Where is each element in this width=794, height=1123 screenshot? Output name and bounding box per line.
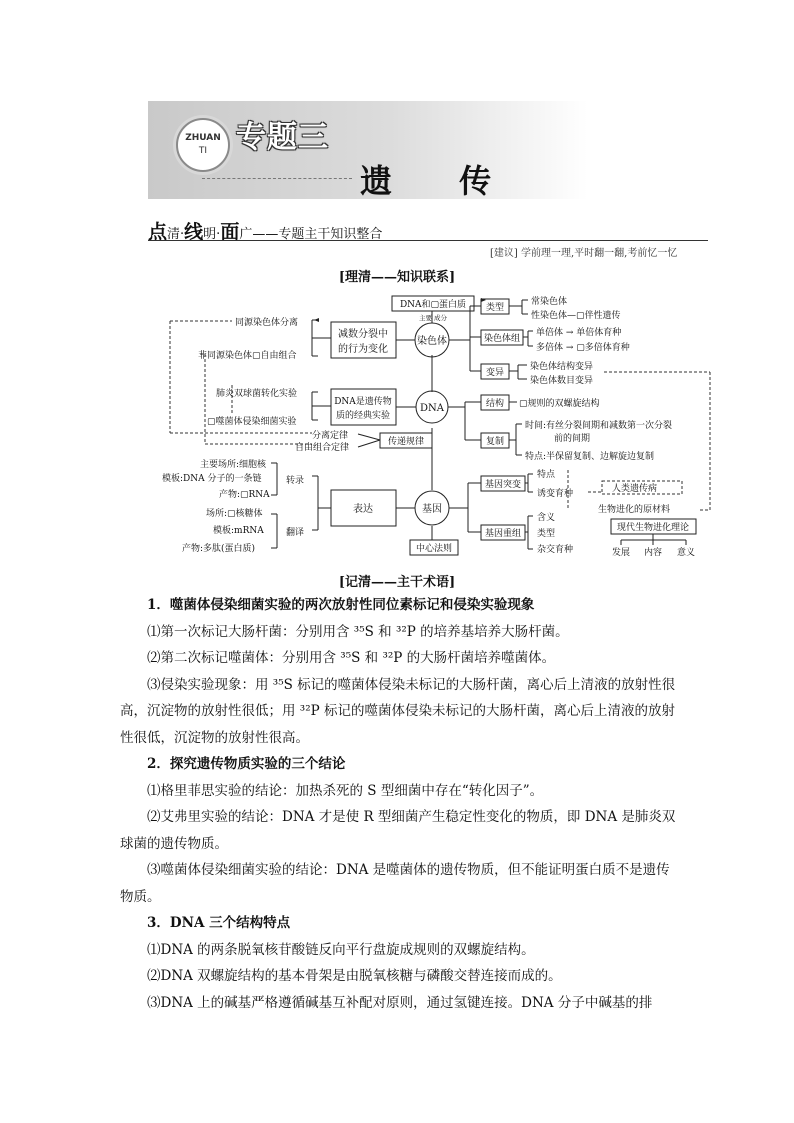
evo-develop: 发展 xyxy=(611,548,631,558)
study-tip: [建议] 学前理一理,平时翻一翻,考前忆一忆 xyxy=(490,248,678,259)
seg-law: 分离定律 xyxy=(312,431,349,441)
raw-material: 生物进化的原材料 xyxy=(598,505,671,515)
num-var: 染色体数目变异 xyxy=(530,376,594,386)
expression-box: 表达 xyxy=(353,504,373,515)
structure-box: 结构 xyxy=(485,399,505,409)
recomb-types: 类型 xyxy=(537,529,556,539)
phage: ▢噬菌体侵染细菌实验 xyxy=(207,417,297,427)
terms-body xyxy=(120,592,680,1016)
gene-node: 基因 xyxy=(422,504,442,515)
topic-number: 专题三 xyxy=(236,120,329,155)
mut-feature: 特点 xyxy=(537,470,556,480)
central-dogma: 中心法则 xyxy=(415,544,453,554)
dna-node: DNA xyxy=(420,403,444,414)
double-helix: ▢规则的双螺旋结构 xyxy=(519,399,600,409)
paragraph: ⑵DNA 双螺旋结构的基本骨架是由脱氧核糖与磷酸交替连接而成的。 xyxy=(147,968,562,984)
transmission-box: 传递规律 xyxy=(387,437,425,447)
polyploid: 多倍体 → ▢多倍体育种 xyxy=(536,343,630,353)
paragraph: ⑴格里菲思实验的结论：加热杀死的 S 型细菌中存在“转化因子”。 xyxy=(147,782,544,799)
mutation-box: 基因突变 xyxy=(484,480,522,490)
slogan-char: 面 xyxy=(220,221,240,243)
slogan-rest: ——专题主干知识整合 xyxy=(252,227,383,242)
paragraph: ⑴第一次标记大肠杆菌：分别用含 ³⁵S 和 ³²P 的培养基培养大肠杆菌。 xyxy=(147,623,569,640)
free-law: 自由组合定律 xyxy=(295,443,350,453)
paragraph: ⑵艾弗里实验的结论：DNA 才是使 R 型细菌产生稳定性变化的物质，即 DNA 是肺炎双球菌的遗传物质。 xyxy=(120,809,676,852)
paragraph: ⑵第二次标记噬菌体：分别用含 ³⁵S 和 ³²P 的大肠杆菌培养噬菌体。 xyxy=(147,650,556,666)
slogan-char: 线 xyxy=(184,221,204,243)
rep-time1: 时间:有丝分裂间期和减数第一次分裂 xyxy=(525,421,673,431)
paragraph: ⑶噬菌体侵染细菌实验的结论：DNA 是噬菌体的遗传物质，但不能证明蛋白质不是遗传物质。 xyxy=(120,862,670,905)
meiosis-line1: 减数分裂中 xyxy=(338,329,388,340)
human-disease: 人类遗传病 xyxy=(612,484,658,494)
cross-breed: 杂交育种 xyxy=(537,545,574,555)
evo-significance: 意义 xyxy=(676,548,696,558)
variation-box: 变异 xyxy=(485,368,505,378)
pneumo: 肺炎双球菌转化实验 xyxy=(216,389,298,399)
mut-breed: 诱变育种 xyxy=(537,489,574,499)
recomb-meaning: 含义 xyxy=(537,513,556,523)
paragraph: ⑶侵染实验现象：用 ³⁵S 标记的噬菌体侵染未标记的大肠杆菌，离心后上清液的放射性很高，沉淀物的放射性很低；用 ³²P 标记的噬菌体侵染未标记的大肠杆菌，离心后上清液的放射性很低，沉淀物的放射性很高。 xyxy=(120,676,676,746)
translation: 翻译 xyxy=(286,528,305,538)
evo-theory: 现代生物进化理论 xyxy=(616,523,690,533)
dna-protein: DNA和▢蛋白质 xyxy=(399,300,467,310)
tl-template: 模板:mRNA xyxy=(213,526,264,536)
tl-site: 场所:▢核糖体 xyxy=(206,509,263,519)
topic-title: 遗 传 xyxy=(360,162,520,200)
monoploid: 单倍体 → 单倍体育种 xyxy=(536,328,622,338)
terms-section-title: [记清——主干术语] xyxy=(338,575,456,590)
diagram-section-title: [理清——知识联系] xyxy=(338,270,456,285)
homolog-sep: 同源染色体分离 xyxy=(235,318,299,328)
tl-product: 产物:多肽(蛋白质) xyxy=(182,544,256,554)
tc-product: 产物:▢RNA xyxy=(219,490,270,500)
paragraph: 1．噬菌体侵染细菌实验的两次放射性同位素标记和侵染实验现象 xyxy=(147,597,535,613)
slogan-word: 清· xyxy=(167,227,185,242)
classic-line2: 质的经典实验 xyxy=(335,411,391,421)
recomb-box: 基因重组 xyxy=(484,529,522,539)
paragraph: 2．探究遗传物质实验的三个结论 xyxy=(147,756,346,772)
transcription: 转录 xyxy=(286,476,305,486)
types-box: 类型 xyxy=(485,303,505,313)
autosome: 常染色体 xyxy=(531,297,568,307)
badge-line1: ZHUAN xyxy=(185,133,221,143)
replication-box: 复制 xyxy=(485,437,505,447)
meiosis-line2: 的行为变化 xyxy=(338,344,388,355)
paragraph: ⑶DNA 上的碱基严格遵循碱基互补配对原则，通过氢键连接。DNA 分子中碱基的排 xyxy=(147,994,653,1011)
sex-chrom: 性染色体—▢伴性遗传 xyxy=(531,311,621,321)
tc-site: 主要场所:细胞核 xyxy=(200,460,267,470)
rep-feature: 特点:半保留复制、边解旋边复制 xyxy=(525,452,655,462)
slogan-char: 点 xyxy=(148,221,168,243)
main-comp: 主要 成分 xyxy=(418,314,448,322)
paragraph: 3．DNA 三个结构特点 xyxy=(147,915,291,931)
nonhomolog: 非同源染色体▢自由组合 xyxy=(198,351,297,361)
struct-var: 染色体结构变异 xyxy=(530,362,594,372)
chrom-set: 染色体组 xyxy=(483,334,521,344)
badge-line2: TI xyxy=(198,146,208,156)
chromosome-node: 染色体 xyxy=(417,336,447,347)
rep-time2: 前的间期 xyxy=(554,434,591,444)
slogan-word: 广 xyxy=(239,227,253,242)
slogan-word: 明· xyxy=(203,227,221,242)
tc-template: 模板:DNA 分子的一条链 xyxy=(162,474,262,484)
classic-line1: DNA是遗传物 xyxy=(334,397,392,407)
evo-content: 内容 xyxy=(643,548,663,558)
paragraph: ⑴DNA 的两条脱氧核苷酸链反向平行盘旋成规则的双螺旋结构。 xyxy=(147,941,535,958)
